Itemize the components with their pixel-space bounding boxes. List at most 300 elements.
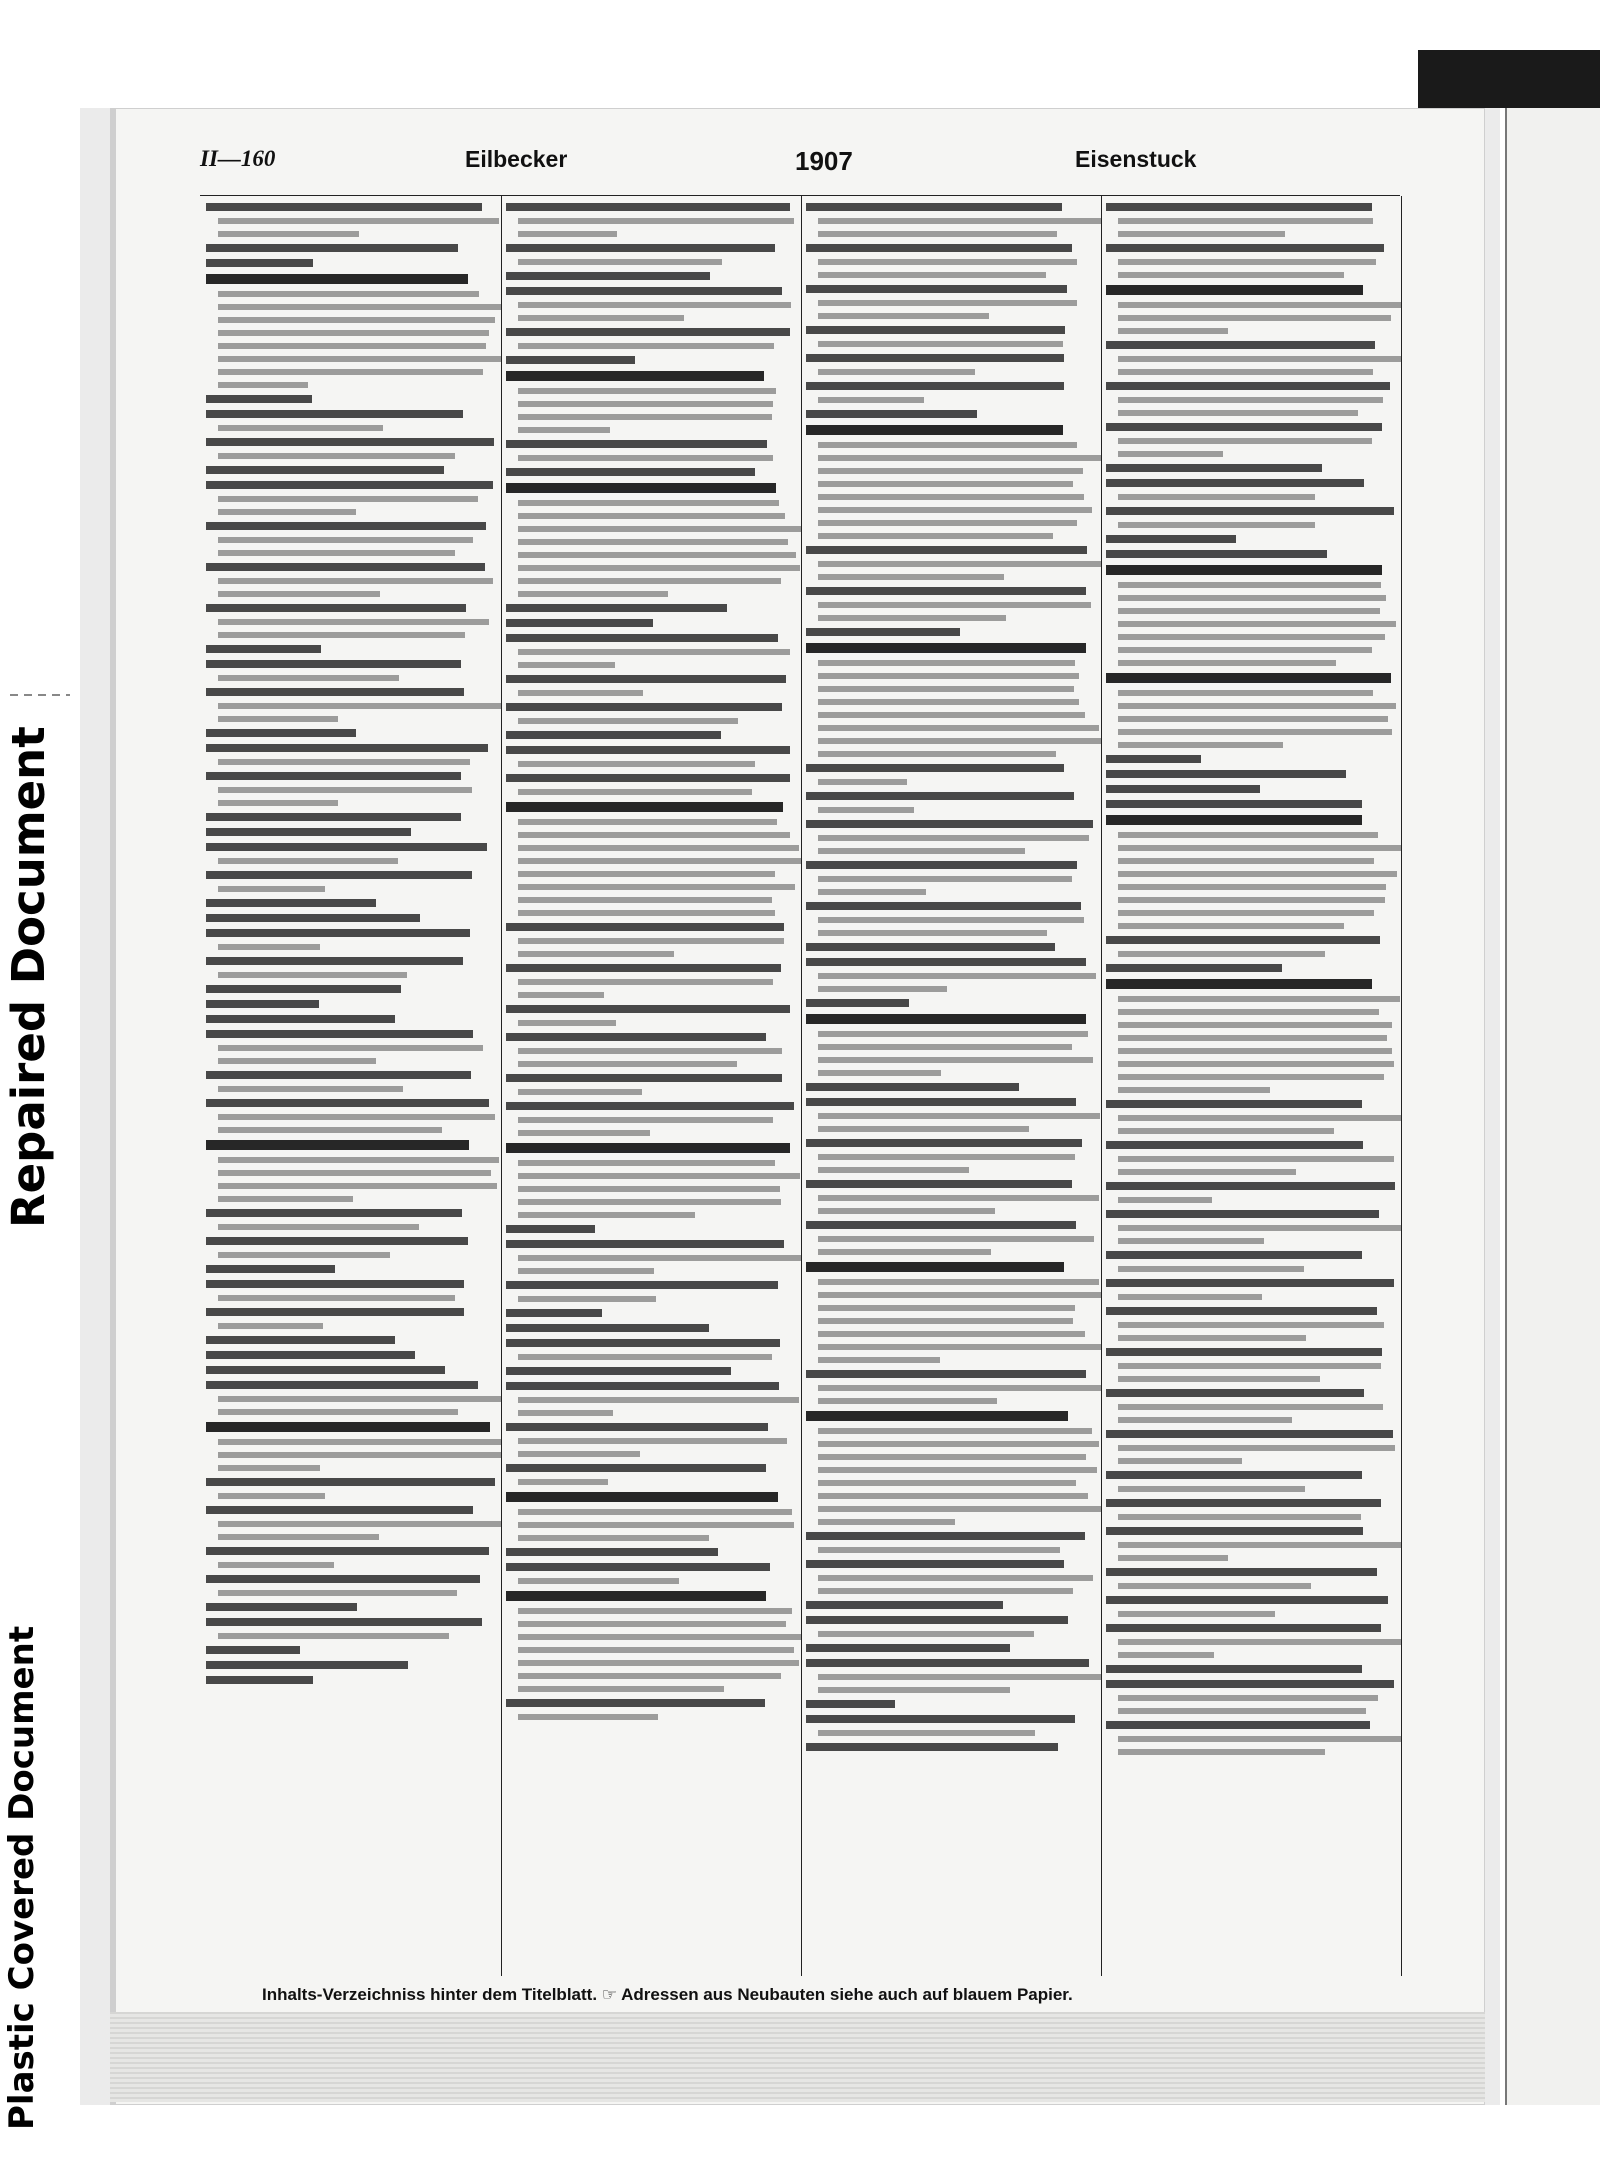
text-line	[1118, 1583, 1311, 1589]
text-line	[1118, 595, 1386, 601]
text-line	[806, 1083, 1019, 1091]
text-line	[806, 1659, 1089, 1667]
text-line	[206, 1603, 357, 1611]
text-line	[818, 442, 1077, 448]
text-line	[818, 1385, 1102, 1391]
text-line	[206, 1237, 468, 1245]
repaired-document-label: Repaired Document	[2, 726, 55, 1228]
text-line	[206, 244, 458, 252]
text-line	[518, 1673, 782, 1679]
text-line	[1118, 729, 1392, 735]
text-line	[518, 938, 784, 944]
text-line	[1106, 1389, 1364, 1397]
text-line	[518, 539, 789, 545]
text-line	[818, 1305, 1075, 1311]
text-line	[206, 481, 493, 489]
text-line	[806, 587, 1086, 595]
text-line	[818, 835, 1089, 841]
text-line	[1118, 231, 1285, 237]
page-number: II—160	[200, 146, 276, 171]
text-line	[818, 930, 1047, 936]
directory-entry	[206, 929, 495, 950]
text-line	[206, 1280, 464, 1288]
directory-entry	[506, 1281, 795, 1302]
text-line	[818, 1113, 1100, 1119]
text-line	[518, 513, 785, 519]
directory-entry	[506, 1324, 795, 1332]
directory-entry	[506, 1464, 795, 1485]
text-line	[1118, 1322, 1384, 1328]
text-line	[818, 673, 1080, 679]
text-line	[1118, 608, 1380, 614]
text-line	[218, 330, 489, 336]
text-line	[218, 317, 496, 323]
text-line	[206, 899, 376, 907]
directory-entry	[206, 828, 495, 836]
text-line	[506, 244, 775, 252]
text-line	[1106, 770, 1346, 778]
text-line	[818, 455, 1101, 461]
text-line	[818, 533, 1053, 539]
text-line	[818, 1236, 1094, 1242]
directory-entry	[206, 1209, 495, 1230]
text-line	[1118, 996, 1401, 1002]
text-line	[818, 1057, 1094, 1063]
text-line	[206, 1366, 445, 1374]
text-line	[818, 369, 976, 375]
directory-entry	[506, 731, 795, 739]
text-line	[218, 1114, 495, 1120]
text-line	[1106, 1307, 1377, 1315]
text-line	[506, 1225, 595, 1233]
text-line	[1118, 884, 1386, 890]
text-line	[818, 1167, 970, 1173]
text-line	[218, 1562, 334, 1568]
text-line	[218, 759, 470, 765]
text-line	[818, 615, 1007, 621]
text-line	[818, 1674, 1102, 1680]
text-line	[218, 343, 486, 349]
text-line	[1118, 1238, 1265, 1244]
directory-entry	[806, 1139, 1095, 1173]
text-line	[506, 964, 781, 972]
text-line	[818, 686, 1074, 692]
text-line	[206, 1000, 319, 1008]
directory-entry	[206, 1381, 495, 1415]
text-line	[506, 1492, 778, 1502]
text-line	[218, 1157, 499, 1163]
text-line	[806, 1014, 1086, 1024]
directory-entry	[1106, 464, 1395, 472]
text-line	[806, 382, 1064, 390]
text-line	[1118, 1266, 1305, 1272]
text-line	[206, 744, 488, 752]
text-line	[818, 917, 1085, 923]
text-line	[506, 371, 764, 381]
text-line	[1106, 1141, 1363, 1149]
directory-entry	[206, 259, 495, 267]
text-line	[1118, 1445, 1396, 1451]
directory-entry	[806, 1180, 1095, 1214]
directory-entry	[1106, 964, 1395, 972]
directory-entry	[506, 1492, 795, 1541]
text-line	[518, 1199, 782, 1205]
text-line	[1118, 1022, 1392, 1028]
text-line	[1106, 1596, 1388, 1604]
text-line	[206, 828, 411, 836]
text-line	[218, 356, 502, 362]
text-line	[206, 772, 461, 780]
text-line	[206, 1140, 469, 1150]
text-line	[806, 861, 1077, 869]
text-line	[806, 628, 960, 636]
text-line	[218, 1534, 379, 1540]
text-line	[518, 552, 797, 558]
text-line	[806, 943, 1055, 951]
text-line	[206, 1308, 464, 1316]
directory-entry	[1106, 1430, 1395, 1464]
text-line	[218, 800, 339, 806]
text-line	[218, 1224, 420, 1230]
text-line	[1106, 673, 1391, 683]
directory-entry	[506, 1699, 795, 1720]
text-line	[506, 356, 635, 364]
directory-entry	[206, 985, 495, 993]
text-line	[1106, 1721, 1370, 1729]
text-line	[518, 218, 794, 224]
text-line	[506, 1033, 766, 1041]
text-line	[518, 565, 801, 571]
directory-entry	[206, 645, 495, 653]
text-line	[206, 1547, 489, 1555]
text-line	[818, 1154, 1076, 1160]
directory-entry	[806, 1601, 1095, 1609]
text-line	[1118, 218, 1373, 224]
directory-entry	[206, 660, 495, 681]
text-line	[218, 787, 473, 793]
text-line	[218, 886, 325, 892]
directory-column-3	[800, 196, 1102, 1976]
text-line	[506, 1548, 718, 1556]
text-line	[506, 1423, 768, 1431]
text-line	[806, 999, 909, 1007]
directory-entry	[206, 522, 495, 556]
text-line	[818, 1318, 1073, 1324]
text-line	[806, 820, 1093, 828]
text-line	[806, 1262, 1064, 1272]
text-line	[518, 315, 685, 321]
text-line	[506, 1563, 770, 1571]
text-line	[506, 746, 790, 754]
text-line	[1118, 1417, 1292, 1423]
directory-entry	[206, 744, 495, 765]
text-line	[506, 1382, 779, 1390]
directory-entry	[806, 1659, 1095, 1693]
directory-entry	[1106, 1182, 1395, 1203]
directory-entry	[1106, 673, 1395, 748]
text-line	[206, 259, 313, 267]
directory-entry	[506, 1423, 795, 1457]
text-line	[218, 1452, 502, 1458]
text-line	[806, 1411, 1068, 1421]
directory-entry	[1106, 1251, 1395, 1272]
text-line	[818, 973, 1096, 979]
text-line	[818, 986, 948, 992]
text-line	[506, 703, 782, 711]
directory-column-2	[500, 196, 802, 1976]
directory-entry	[506, 802, 795, 916]
text-line	[206, 604, 466, 612]
directory-entry	[1106, 1499, 1395, 1520]
text-line	[1118, 272, 1345, 278]
text-line	[506, 1591, 766, 1601]
text-line	[818, 889, 926, 895]
directory-entry	[1106, 936, 1395, 957]
text-line	[1118, 897, 1386, 903]
text-line	[1118, 1514, 1361, 1520]
text-line	[218, 537, 473, 543]
text-line	[818, 1547, 1060, 1553]
directory-entry	[206, 563, 495, 597]
text-line	[818, 876, 1072, 882]
text-line	[218, 1409, 458, 1415]
text-line	[1106, 565, 1382, 575]
text-line	[206, 1099, 489, 1107]
text-line	[1118, 690, 1374, 696]
text-line	[518, 1451, 641, 1457]
directory-entry	[806, 764, 1095, 785]
directory-entry	[206, 1618, 495, 1639]
text-line	[218, 1086, 403, 1092]
text-line	[506, 1074, 782, 1082]
text-line	[818, 341, 1063, 347]
directory-entry	[1106, 565, 1395, 666]
text-line	[506, 1367, 731, 1375]
text-line	[206, 1646, 300, 1654]
text-line	[1106, 1471, 1362, 1479]
text-line	[506, 923, 784, 931]
text-line	[806, 792, 1074, 800]
directory-entry	[806, 1700, 1095, 1708]
directory-entry	[1106, 1307, 1395, 1341]
text-line	[818, 1687, 1010, 1693]
text-line	[218, 578, 494, 584]
directory-entry	[806, 425, 1095, 539]
text-line	[206, 1575, 480, 1583]
text-line	[518, 578, 782, 584]
text-line	[818, 468, 1083, 474]
text-line	[1106, 507, 1394, 515]
text-line	[818, 1454, 1086, 1460]
text-line	[1118, 522, 1316, 528]
text-line	[518, 1410, 614, 1416]
text-line	[1118, 1486, 1306, 1492]
directory-entry	[506, 703, 795, 724]
directory-entry	[206, 1140, 495, 1202]
text-line	[206, 871, 472, 879]
text-line	[206, 1030, 473, 1038]
text-line	[1118, 621, 1396, 627]
text-line	[518, 1479, 609, 1485]
text-line	[818, 1575, 1094, 1581]
text-line	[1106, 979, 1372, 989]
text-line	[518, 858, 802, 864]
directory-entry	[206, 438, 495, 459]
text-line	[206, 410, 463, 418]
text-line	[1106, 1568, 1377, 1576]
text-line	[1106, 423, 1382, 431]
text-line	[218, 1465, 321, 1471]
text-line	[506, 604, 727, 612]
text-line	[218, 369, 484, 375]
directory-entry	[506, 1225, 795, 1233]
text-line	[1106, 203, 1372, 211]
text-line	[806, 958, 1086, 966]
directory-column-1	[200, 196, 502, 1976]
text-line	[218, 1045, 483, 1051]
directory-entry	[506, 272, 795, 280]
text-line	[218, 1058, 377, 1064]
text-line	[1118, 1048, 1392, 1054]
text-line	[518, 388, 776, 394]
text-line	[206, 929, 470, 937]
text-line	[1118, 494, 1316, 500]
text-line	[1106, 964, 1282, 972]
text-line	[1118, 716, 1388, 722]
text-line	[206, 1381, 478, 1389]
text-line	[1118, 1639, 1402, 1645]
text-line	[218, 291, 480, 297]
text-line	[506, 675, 786, 683]
text-line	[206, 274, 468, 284]
text-line	[518, 1647, 795, 1653]
text-line	[506, 287, 782, 295]
text-line	[506, 731, 721, 739]
text-line	[818, 1631, 1034, 1637]
directory-entry	[206, 688, 495, 722]
text-line	[218, 1493, 326, 1499]
text-line	[1118, 315, 1391, 321]
text-line	[1106, 1624, 1381, 1632]
directory-entry	[206, 1336, 495, 1344]
text-line	[518, 649, 790, 655]
text-line	[506, 272, 710, 280]
text-line	[818, 313, 989, 319]
text-line	[518, 897, 772, 903]
directory-entry	[506, 1339, 795, 1360]
directory-entry	[506, 371, 795, 433]
directory-entry	[206, 1366, 495, 1374]
text-line	[818, 725, 1099, 731]
directory-entry	[1106, 1348, 1395, 1382]
text-line	[518, 1020, 617, 1026]
text-line	[818, 1730, 1036, 1736]
text-line	[206, 843, 487, 851]
text-line	[206, 1209, 462, 1217]
directory-columns	[200, 195, 1400, 1976]
text-line	[518, 302, 792, 308]
text-line	[518, 455, 773, 461]
text-line	[818, 712, 1086, 718]
text-line	[518, 1535, 709, 1541]
directory-entry	[206, 957, 495, 978]
directory-entry	[506, 604, 795, 612]
directory-entry	[206, 772, 495, 806]
text-line	[518, 1061, 738, 1067]
text-line	[1118, 1749, 1326, 1755]
text-line	[206, 985, 401, 993]
text-line	[1118, 634, 1385, 640]
page-left-edge	[110, 108, 116, 2105]
page-header	[200, 146, 1390, 182]
directory-entry	[1106, 507, 1395, 528]
text-line	[506, 1324, 709, 1332]
directory-entry	[206, 466, 495, 474]
text-line	[1118, 1695, 1378, 1701]
text-line	[518, 1621, 786, 1627]
text-line	[518, 427, 611, 433]
directory-entry	[506, 1102, 795, 1136]
text-line	[518, 526, 802, 532]
text-line	[218, 1196, 353, 1202]
text-line	[818, 1467, 1097, 1473]
text-line	[218, 1183, 498, 1189]
text-line	[506, 1309, 602, 1317]
text-line	[806, 643, 1086, 653]
directory-entry	[806, 1644, 1095, 1652]
text-line	[818, 738, 1101, 744]
directory-entry	[206, 410, 495, 431]
text-line	[818, 1031, 1089, 1037]
directory-entry	[1106, 550, 1395, 558]
running-head-right: Eisenstuck	[1075, 146, 1197, 172]
text-line	[218, 944, 321, 950]
text-line	[1106, 1499, 1381, 1507]
directory-entry	[506, 440, 795, 461]
text-line	[1118, 1376, 1320, 1382]
text-line	[506, 802, 783, 812]
text-line	[518, 1686, 724, 1692]
text-line	[1118, 328, 1229, 334]
text-line	[806, 354, 1064, 362]
text-line	[818, 259, 1078, 265]
text-line	[218, 425, 383, 431]
directory-entry	[806, 285, 1095, 319]
text-line	[518, 910, 776, 916]
text-line	[818, 218, 1102, 224]
directory-entry	[506, 203, 795, 237]
text-line	[206, 563, 485, 571]
text-line	[1106, 1430, 1393, 1438]
text-line	[806, 425, 1063, 435]
text-line	[818, 1126, 1029, 1132]
directory-entry	[206, 813, 495, 821]
text-line	[1118, 1169, 1297, 1175]
directory-entry	[206, 1030, 495, 1064]
text-line	[218, 632, 466, 638]
directory-entry	[1106, 1624, 1395, 1658]
text-line	[218, 304, 502, 310]
text-line	[218, 550, 455, 556]
directory-entry	[806, 1411, 1095, 1525]
text-line	[206, 395, 312, 403]
text-line	[218, 509, 357, 515]
text-line	[1118, 845, 1402, 851]
directory-entry	[506, 1591, 795, 1692]
text-line	[518, 591, 669, 597]
text-line	[206, 1676, 313, 1684]
directory-entry	[206, 1071, 495, 1092]
